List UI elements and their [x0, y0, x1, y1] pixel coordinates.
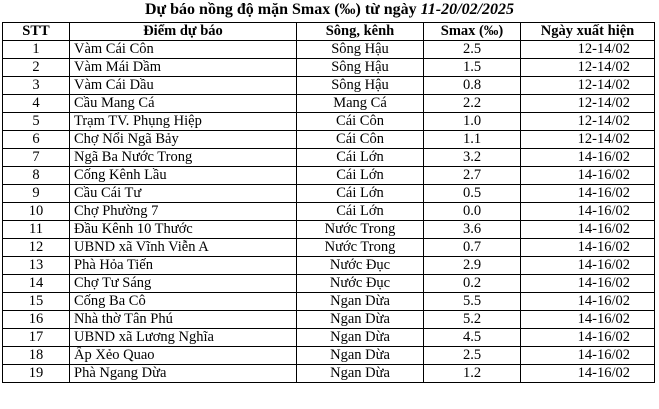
cell-river-canal: Ngan Dừa [297, 329, 424, 347]
cell-forecast-point: Vàm Cái Dầu [70, 77, 297, 95]
cell-appearance-date: 14-16/02 [521, 149, 655, 167]
cell-forecast-point: Cầu Cái Tư [70, 185, 297, 203]
cell-smax: 1.0 [424, 113, 521, 131]
table-row [3, 365, 655, 383]
cell-forecast-point: Cống Ba Cô [70, 293, 297, 311]
cell-stt: 12 [3, 239, 70, 257]
cell-appearance-date: 14-16/02 [521, 365, 655, 383]
cell-forecast-point: Cống Kênh Lầu [70, 167, 297, 185]
cell-smax: 3.2 [424, 149, 521, 167]
cell-appearance-date: 14-16/02 [521, 239, 655, 257]
cell-stt: 11 [3, 221, 70, 239]
cell-smax: 0.7 [424, 239, 521, 257]
cell-forecast-point: Trạm TV. Phụng Hiệp [70, 113, 297, 131]
cell-forecast-point: Chợ Nổi Ngã Bảy [70, 131, 297, 149]
table-row [3, 95, 655, 113]
cell-forecast-point: Ngã Ba Nước Trong [70, 149, 297, 167]
table-row [3, 77, 655, 95]
cell-river-canal: Cái Lớn [297, 185, 424, 203]
cell-river-canal: Nước Trong [297, 221, 424, 239]
header-smax: Smax (‰) [424, 23, 521, 41]
cell-smax: 5.2 [424, 311, 521, 329]
cell-appearance-date: 12-14/02 [521, 131, 655, 149]
cell-appearance-date: 14-16/02 [521, 257, 655, 275]
cell-smax: 0.2 [424, 275, 521, 293]
table-row [3, 293, 655, 311]
table-row [3, 41, 655, 59]
cell-smax: 3.6 [424, 221, 521, 239]
cell-river-canal: Nước Trong [297, 239, 424, 257]
cell-stt: 19 [3, 365, 70, 383]
cell-appearance-date: 14-16/02 [521, 347, 655, 365]
cell-stt: 13 [3, 257, 70, 275]
cell-appearance-date: 14-16/02 [521, 203, 655, 221]
table-header-row [3, 23, 655, 41]
table-row [3, 203, 655, 221]
cell-appearance-date: 14-16/02 [521, 329, 655, 347]
cell-stt: 16 [3, 311, 70, 329]
cell-river-canal: Sông Hậu [297, 59, 424, 77]
cell-forecast-point: Chợ Tư Sáng [70, 275, 297, 293]
cell-stt: 9 [3, 185, 70, 203]
cell-appearance-date: 12-14/02 [521, 59, 655, 77]
cell-forecast-point: Nhà thờ Tân Phú [70, 311, 297, 329]
cell-river-canal: Cái Côn [297, 131, 424, 149]
cell-stt: 6 [3, 131, 70, 149]
cell-river-canal: Ngan Dừa [297, 365, 424, 383]
cell-stt: 2 [3, 59, 70, 77]
cell-forecast-point: Ấp Xẻo Quao [70, 347, 297, 365]
cell-river-canal: Mang Cá [297, 95, 424, 113]
table-row [3, 185, 655, 203]
cell-smax: 2.7 [424, 167, 521, 185]
cell-forecast-point: Phà Hỏa Tiến [70, 257, 297, 275]
table-row [3, 329, 655, 347]
cell-appearance-date: 12-14/02 [521, 41, 655, 59]
cell-smax: 0.8 [424, 77, 521, 95]
cell-forecast-point: Vàm Mái Dầm [70, 59, 297, 77]
cell-forecast-point: UBND xã Vĩnh Viễn A [70, 239, 297, 257]
cell-river-canal: Ngan Dừa [297, 293, 424, 311]
cell-smax: 5.5 [424, 293, 521, 311]
cell-smax: 1.2 [424, 365, 521, 383]
cell-stt: 17 [3, 329, 70, 347]
cell-appearance-date: 14-16/02 [521, 221, 655, 239]
table-row [3, 221, 655, 239]
cell-appearance-date: 12-14/02 [521, 113, 655, 131]
cell-river-canal: Cái Côn [297, 113, 424, 131]
table-row [3, 149, 655, 167]
cell-stt: 1 [3, 41, 70, 59]
cell-smax: 2.5 [424, 347, 521, 365]
table-row [3, 113, 655, 131]
cell-smax: 2.9 [424, 257, 521, 275]
cell-river-canal: Cái Lớn [297, 149, 424, 167]
cell-forecast-point: Chợ Phường 7 [70, 203, 297, 221]
cell-river-canal: Sông Hậu [297, 77, 424, 95]
cell-stt: 18 [3, 347, 70, 365]
cell-river-canal: Sông Hậu [297, 41, 424, 59]
cell-river-canal: Cái Lớn [297, 167, 424, 185]
header-stt: STT [3, 23, 70, 41]
table-row [3, 311, 655, 329]
cell-appearance-date: 14-16/02 [521, 185, 655, 203]
table-row [3, 275, 655, 293]
table-row [3, 131, 655, 149]
cell-appearance-date: 14-16/02 [521, 293, 655, 311]
cell-forecast-point: Phà Ngang Dừa [70, 365, 297, 383]
table-body [3, 41, 655, 383]
cell-forecast-point: Cầu Mang Cá [70, 95, 297, 113]
cell-stt: 15 [3, 293, 70, 311]
cell-appearance-date: 12-14/02 [521, 95, 655, 113]
cell-smax: 4.5 [424, 329, 521, 347]
cell-forecast-point: UBND xã Lương Nghĩa [70, 329, 297, 347]
table-row [3, 59, 655, 77]
cell-appearance-date: 14-16/02 [521, 311, 655, 329]
header-forecast-point: Điểm dự báo [70, 23, 297, 41]
header-appearance-date: Ngày xuất hiện [521, 23, 655, 41]
cell-appearance-date: 14-16/02 [521, 275, 655, 293]
cell-stt: 5 [3, 113, 70, 131]
title-date-range: 11-20/02/2025 [420, 1, 515, 18]
title-prefix: Dự báo nồng độ mặn Smax (‰) từ ngày [144, 1, 421, 18]
cell-river-canal: Nước Đục [297, 275, 424, 293]
cell-forecast-point: Đầu Kênh 10 Thước [70, 221, 297, 239]
cell-smax: 0.5 [424, 185, 521, 203]
cell-river-canal: Ngan Dừa [297, 347, 424, 365]
cell-stt: 8 [3, 167, 70, 185]
cell-appearance-date: 12-14/02 [521, 77, 655, 95]
salinity-forecast-table [2, 22, 655, 383]
cell-smax: 1.5 [424, 59, 521, 77]
cell-stt: 7 [3, 149, 70, 167]
header-river-canal: Sông, kênh [297, 23, 424, 41]
table-row [3, 239, 655, 257]
cell-forecast-point: Vàm Cái Côn [70, 41, 297, 59]
table-row [3, 167, 655, 185]
cell-stt: 10 [3, 203, 70, 221]
page-title [0, 0, 659, 21]
cell-smax: 2.2 [424, 95, 521, 113]
cell-stt: 3 [3, 77, 70, 95]
cell-smax: 2.5 [424, 41, 521, 59]
cell-appearance-date: 14-16/02 [521, 167, 655, 185]
cell-stt: 14 [3, 275, 70, 293]
cell-stt: 4 [3, 95, 70, 113]
table-row [3, 347, 655, 365]
table-row [3, 257, 655, 275]
cell-smax: 0.0 [424, 203, 521, 221]
cell-river-canal: Ngan Dừa [297, 311, 424, 329]
cell-smax: 1.1 [424, 131, 521, 149]
cell-river-canal: Cái Lớn [297, 203, 424, 221]
cell-river-canal: Nước Đục [297, 257, 424, 275]
